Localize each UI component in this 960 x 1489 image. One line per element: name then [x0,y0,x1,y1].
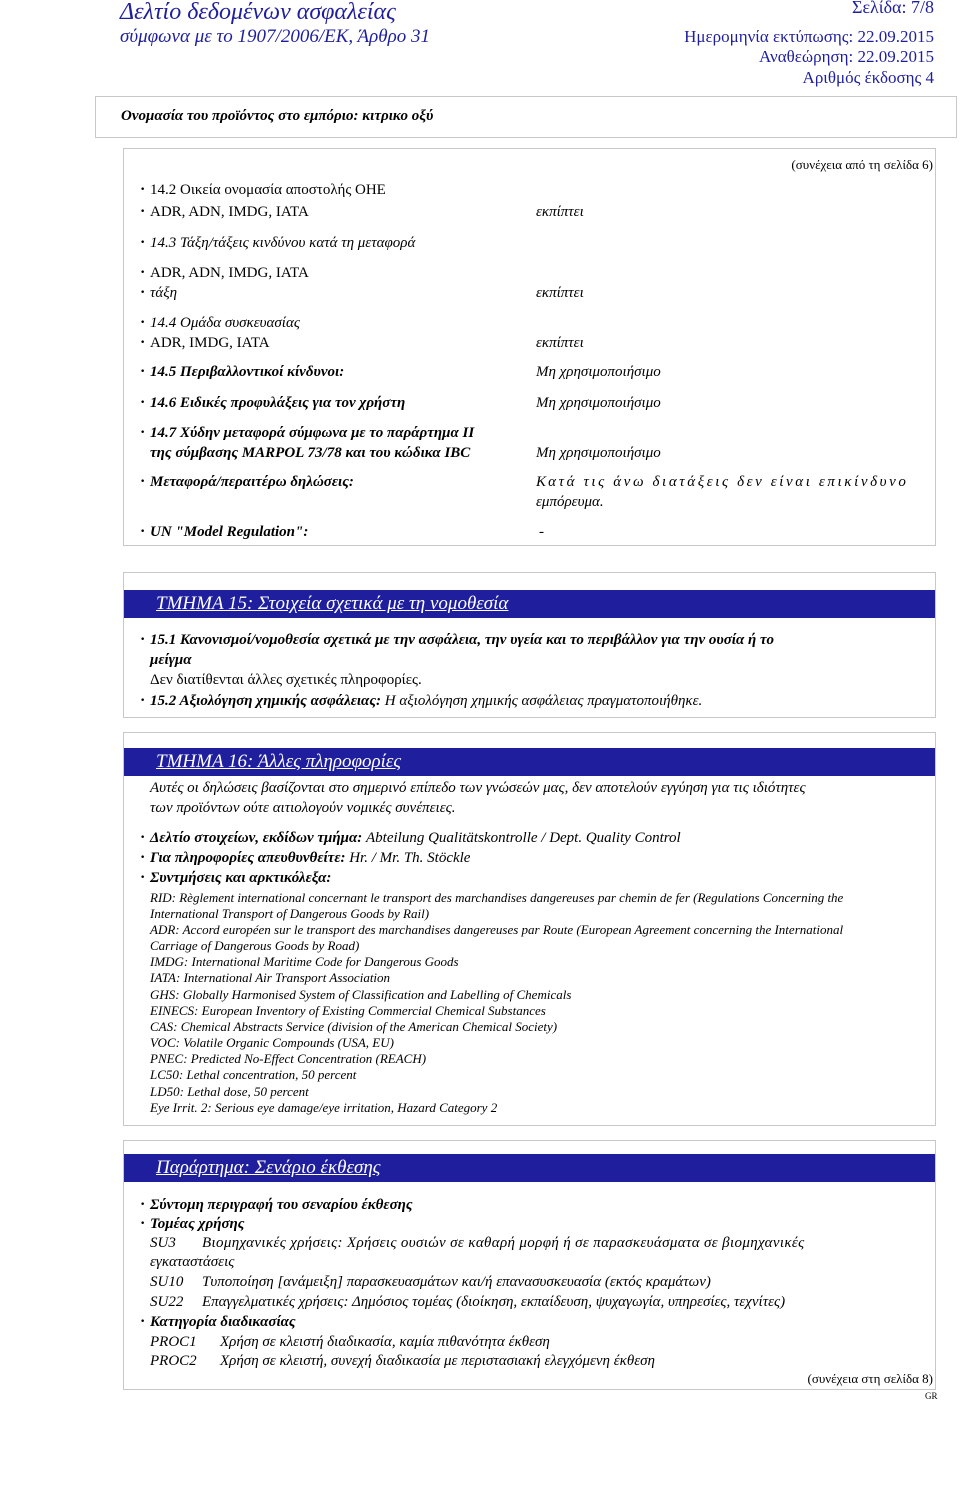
s14-6-title: 14.6 Ειδικές προφυλάξεις για τον χρήστη [150,395,406,411]
abbreviation-item: CAS: Chemical Abstracts Service (division of the American Chemical Society) [150,1019,558,1034]
s14-7-title-line2: της σύμβασης MARPOL 73/78 και του κώδικα IBC [150,445,471,461]
proc1-text: Χρήση σε κλειστή διαδικασία, καμία πιθανότητα έκθεση [220,1334,550,1350]
s14-4-label: ADR, IMDG, IATA [150,335,270,351]
annex-short-description: Σύντομη περιγραφή του σεναρίου έκθεσης [150,1197,413,1213]
s14-5-value: Μη χρησιμοποιήσιμο [536,364,661,380]
su3-code: SU3 [150,1235,176,1251]
s14-5-title: 14.5 Περιβαλλοντικοί κίνδυνοι: [150,364,345,380]
abbreviation-item: International Transport of Dangerous Goods by Rail) [150,906,430,921]
further-info-value-line2: εμπόρευμα. [536,494,604,510]
issuer-line [150,830,681,847]
abbreviation-item: ADR: Accord européen sur le transport des marchandises dangereuses par Route (European Agreement concerning the International [150,922,844,937]
print-date: Ημερομηνία εκτύπωσης: 22.09.2015 [684,27,934,46]
s14-3-class-label: τάξη [150,285,178,301]
contact-label: Για πληροφορίες απευθυνθείτε: [150,850,346,866]
page-number: Σελίδα: 7/8 [851,0,934,17]
s15-1-title-line2: μείγμα [150,652,192,668]
un-model-regulation-label: UN "Model Regulation": [150,524,309,540]
section-16-box: ΤΜΗΜΑ 16: Άλλες πληροφορίες Αυτές οι δηλώσεις βασίζονται στο σημερινό επίπεδο των γνώσεών μας, δεν αποτελούν εγγύηση για τις ιδιότητες των προϊόντων ούτε αιτιολογούν νομικές συνέπειες. · Δελτίο στοιχείων, εκδίδων τμήμα: Abteilung Qualitätskontrolle / Dept. Quality Control · Για πληροφορίες απευθυνθείτε: Hr. / Mr. Th. Stöckle · Συντμήσεις και αρκτικόλεξα: RID: Règlement international concernant le transport des marchandises dangereuses par chemin de fer (Regulations Concerning the International Transport of Dangerous Goods by Rail) ADR: Accord européen sur le transport des marchandises dangereuses par Route (European Agreement concerning the International Carriage of Dangerous Goods by Road) IMDG: International Maritime Code for Dangerous Goods IATA: International Air Transport Association GHS: Globally Harmonised System of Classification and Labelling of Chemicals EINECS: European Inventory of Existing Commercial Chemical Substances CAS: Chemical Abstracts Service (division of the American Chemical Society) VOC: Volatile Organic Compounds (USA, EU) PNEC: Predicted No-Effect Concentration (REACH) LC50: Lethal concentration, 50 percent LD50: Lethal dose, 50 percent Eye Irrit. 2: Serious eye damage/eye irritation, Hazard Category 2 [123,732,936,1126]
s14-2-value: εκπίπτει [536,204,584,220]
s15-2-line [150,693,702,710]
s14-6-value: Μη χρησιμοποιήσιμο [536,395,661,411]
su3-text-line1: Βιομηχανικές χρήσεις: Χρήσεις ουσιών σε καθαρή μορφή ή σε παρασκευάσματα σε βιομηχανικές [202,1235,805,1251]
transport-section: (συνέχεια από τη σελίδα 6) · 14.2 Οικεία ονομασία αποστολής ΟΗΕ · ADR, ADN, IMDG, IATA εκπίπτει · 14.3 Τάξη/τάξεις κινδύνου κατά τη μεταφορά · ADR, ADN, IMDG, IATA · τάξη εκπίπτει · 14.4 Ομάδα συσκευασίας · ADR, IMDG, IATA εκπίπτει · 14.5 Περιβαλλοντικοί κίνδυνοι: Μη χρησιμοποιήσιμο · 14.6 Ειδικές προφυλάξεις για τον χρήστη Μη χρησιμοποιήσιμο · 14.7 Χύδην μεταφορά σύμφωνα με το παράρτημα II της σύμβασης MARPOL 73/78 και του κώδικα IBC Μη χρησιμοποιήσιμο · Μεταφορά/περαιτέρω δηλώσεις: Κατά τις άνω διατάξεις δεν είναι επικίνδυνο εμπόρευμα. · UN "Model Regulation": - [123,148,936,546]
section-15-heading: ΤΜΗΜΑ 15: Στοιχεία σχετικά με τη νομοθεσία [124,590,935,618]
s16-intro-line2: των προϊόντων ούτε αιτιολογούν νομικές συνέπειες. [150,800,456,816]
abbreviation-item: IMDG: International Maritime Code for Dangerous Goods [150,954,459,969]
s14-3-title: 14.3 Τάξη/τάξεις κινδύνου κατά τη μεταφορά [150,235,416,251]
s14-4-value: εκπίπτει [536,335,584,351]
abbreviation-item: LC50: Lethal concentration, 50 percent [150,1067,357,1082]
abbreviation-item: EINECS: European Inventory of Existing Commercial Chemical Substances [150,1003,546,1018]
s14-7-value: Μη χρησιμοποιήσιμο [536,445,661,461]
s16-intro-line1: Αυτές οι δηλώσεις βασίζονται στο σημερινό επίπεδο των γνώσεών μας, δεν αποτελούν εγγύηση για τις ιδιότητες [150,780,806,796]
abbreviations-label: Συντμήσεις και αρκτικόλεξα: [150,870,332,886]
s14-7-title-line1: 14.7 Χύδην μεταφορά σύμφωνα με το παράρτημα II [150,425,475,441]
country-code: GR [925,1391,938,1401]
continued-from: (συνέχεια από τη σελίδα 6) [791,157,933,172]
s14-2-label: ADR, ADN, IMDG, IATA [150,204,309,220]
process-category-label: Κατηγορία διαδικασίας [150,1314,296,1330]
proc2-code: PROC2 [150,1353,197,1369]
issuer-label: Δελτίο στοιχείων, εκδίδων τμήμα: [150,830,363,846]
section-15-box: ΤΜΗΜΑ 15: Στοιχεία σχετικά με τη νομοθεσία · 15.1 Κανονισμοί/νομοθεσία σχετικά με την ασφάλεια, την υγεία και το περιβάλλον για την ουσία ή το μείγμα Δεν διατίθενται άλλες σχετικές πληροφορίες. · 15.2 Αξιολόγηση χημικής ασφάλειας: Η αξιολόγηση χημικής ασφάλειας πραγματοποιήθηκε. [123,572,936,718]
s14-3-label: ADR, ADN, IMDG, IATA [150,265,309,281]
document-title: Δελτίο δεδομένων ασφαλείας [120,0,396,25]
s14-4-title: 14.4 Ομάδα συσκευασίας [150,315,300,331]
su3-text-line2: εγκαταστάσεις [150,1254,235,1270]
su22-code: SU22 [150,1294,184,1310]
section-16-heading: ΤΜΗΜΑ 16: Άλλες πληροφορίες [124,748,935,776]
su22-text: Επαγγελματικές χρήσεις: Δημόσιος τομέας (διοίκηση, εκπαίδευση, ψυχαγωγία, υπηρεσίες, τεχνίτες) [202,1294,786,1310]
contact-line [150,850,470,867]
further-info-value-line1: Κατά τις άνω διατάξεις δεν είναι επικίνδυνο [536,474,909,490]
proc2-text: Χρήση σε κλειστή, συνεχή διαδικασία με περιστασιακή ελεγχόμενη έκθεση [220,1353,655,1369]
abbreviation-item: Carriage of Dangerous Goods by Road) [150,938,360,953]
abbreviation-item: GHS: Globally Harmonised System of Classification and Labelling of Chemicals [150,987,572,1002]
continued-on: (συνέχεια στη σελίδα 8) [807,1371,933,1386]
s15-2-text: Η αξιολόγηση χημικής ασφάλειας πραγματοποιήθηκε. [384,693,703,709]
product-name: Ονομασία του προϊόντος στο εμπόριο: κιτρικο οξύ [121,108,434,124]
sectors-of-use-label: Τομέας χρήσης [150,1216,245,1232]
product-name-box [95,96,957,138]
s14-2-title: 14.2 Οικεία ονομασία αποστολής ΟΗΕ [150,182,386,198]
abbreviation-item: IATA: International Air Transport Association [150,970,391,985]
proc1-code: PROC1 [150,1334,197,1350]
su10-text: Τυποποίηση [ανάμειξη] παρασκευασμάτων και/ή επανασυσκευασία (εκτός κραμάτων) [202,1274,711,1290]
su10-code: SU10 [150,1274,184,1290]
s15-1-title-line1: 15.1 Κανονισμοί/νομοθεσία σχετικά με την ασφάλεια, την υγεία και το περιβάλλον για την ουσία ή το [150,632,774,648]
revision-date: Αναθεώρηση: 22.09.2015 [759,47,934,66]
s15-1-text: Δεν διατίθενται άλλες σχετικές πληροφορίες. [150,672,422,688]
abbreviation-item: LD50: Lethal dose, 50 percent [150,1084,309,1099]
document-subtitle: σύμφωνα με το 1907/2006/ΕΚ, Άρθρο 31 [120,26,430,47]
version-number: Αριθμός έκδοσης 4 [802,68,934,87]
abbreviation-item: RID: Règlement international concernant le transport des marchandises dangereuses par chemin de fer (Regulations Concerning the [150,890,844,905]
un-model-regulation-value: - [539,524,544,540]
abbreviation-item: VOC: Volatile Organic Compounds (USA, EU) [150,1035,394,1050]
s15-2-label: 15.2 Αξιολόγηση χημικής ασφάλειας: [150,693,382,709]
issuer-value: Abteilung Qualitätskontrolle / Dept. Quality Control [366,830,681,846]
abbreviation-item: PNEC: Predicted No-Effect Concentration (REACH) [150,1051,427,1066]
further-info-label: Μεταφορά/περαιτέρω δηλώσεις: [150,474,354,490]
annex-box: Παράρτημα: Σενάριο έκθεσης · Σύντομη περιγραφή του σεναρίου έκθεσης · Τομέας χρήσης SU3 Βιομηχανικές χρήσεις: Χρήσεις ουσιών σε καθαρή μορφή ή σε παρασκευάσματα σε βιομηχανικές εγκαταστάσεις SU10 Τυποποίηση [ανάμειξη] παρασκευασμάτων και/ή επανασυσκευασία (εκτός κραμάτων) SU22 Επαγγελματικές χρήσεις: Δημόσιος τομέας (διοίκηση, εκπαίδευση, ψυχαγωγία, υπηρεσίες, τεχνίτες) · Κατηγορία διαδικασίας PROC1 Χρήση σε κλειστή διαδικασία, καμία πιθανότητα έκθεση PROC2 Χρήση σε κλειστή, συνεχή διαδικασία με περιστασιακή ελεγχόμενη έκθεση (συνέχεια στη σελίδα 8) [123,1140,936,1390]
contact-value: Hr. / Mr. Th. Stöckle [349,850,471,866]
abbreviation-item: Eye Irrit. 2: Serious eye damage/eye irritation, Hazard Category 2 [150,1100,498,1115]
s14-3-value: εκπίπτει [536,285,584,301]
annex-heading: Παράρτημα: Σενάριο έκθεσης [124,1154,935,1182]
